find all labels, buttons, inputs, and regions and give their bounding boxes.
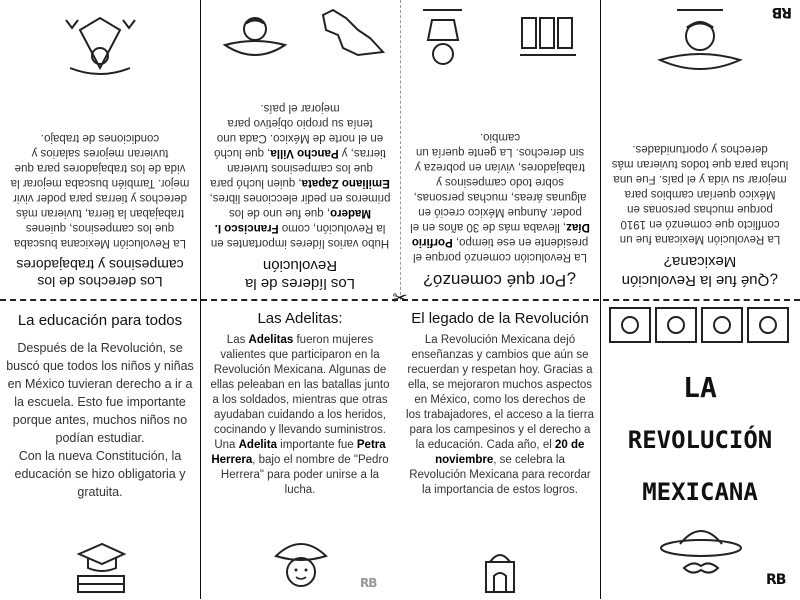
panel-que-fue — [600, 0, 800, 300]
scissors-icon: ✂ — [392, 288, 408, 308]
adelita-girl-icon — [272, 534, 330, 596]
panel-text: Hubo varios líderes importantes en la Revolución, como Francisco I. Madero, que fue uno de los primeros en pedir elecciones libres, Emiliano Zapata, quien luchó para que los campesinos tuvieran tierras, y Pancho Villa, que luchó en el norte de México. Cada uno tenía su propio objetivo para mejorar el país. — [209, 102, 391, 249]
panel-derechos — [0, 0, 200, 300]
brand-logo: RB — [766, 572, 786, 588]
sombrero-mustache-icon — [658, 518, 744, 580]
cover-title — [600, 362, 800, 518]
cover-title-line: REVOLUCIÓN — [627, 426, 773, 454]
panel-text: Las Adelitas fueron mujeres valientes que participaron en la Revolución Mexicana. Algunas de ellas peleaban en las batallas junto a los soldados, mientras que otras ayudaban cuidando a los heridos, cocinando y llevando suministros. Una Adelita importante fue Petra Herrera, bajo el nombre de "Pedro Herrera" para poder unirse a la lucha. — [210, 334, 390, 496]
graduation-cap-books-icon — [74, 540, 129, 596]
revolutionary-icon — [655, 6, 745, 78]
hanging-figure-icon — [415, 6, 470, 68]
panel-text: La Revolución comenzó porque el presidente en ese tiempo, Porfirio Díaz, llevaba más de 30 años en el poder. Aunque México creció en algunas áreas, muchas personas, sobre todo campesinos y trabajadores, vivían en pobreza y sin derechos. La gente quería un cambio. — [410, 131, 590, 263]
panel-title: La educación para todos — [17, 312, 183, 329]
cover-title-line: LA — [683, 371, 717, 404]
panel-adelitas — [200, 300, 400, 600]
panel-cover — [600, 300, 800, 600]
papel-picado-icon — [608, 306, 792, 346]
cover-title-line: MEXICANA — [642, 478, 758, 506]
panel-title: ¿Qué fue la Revolución Mexicana? — [621, 253, 779, 289]
brand-logo: RB — [360, 576, 377, 590]
papel-picado-icon — [518, 5, 578, 60]
panel-text: La Revolución Mexicana fue un conflicto que comenzó en 1910 porque muchas personas en México querían cambios para mejorar su vida y el país. Fue una lucha para que todos tuvieran más derechos y oportunidades. — [611, 143, 789, 245]
mexico-map-icon — [318, 5, 388, 60]
panel-title: Los derechos de los campesinos y trabajadores — [16, 257, 184, 290]
brand-logo: RB — [772, 4, 792, 20]
panel-text: La Revolución Mexicana buscaba que los campesinos, quienes trabajaban la tierra, tuvieran más derechos y tierras para poder vivir mejor. También buscaba mejorar la vida de los trabajadores para que tuvieran mejores salarios y condiciones de trabajo. — [10, 132, 190, 249]
panel-legado — [400, 300, 600, 600]
pancho-villa-icon — [220, 5, 290, 65]
panel-text: Después de la Revolución, se buscó que todos los niños y niñas en México tuvieran derecho a ir a la escuela. Esto fue importante porque antes, muchos niños no podían estudiar. Con la nueva Constitución, la educación se hizo obligatoria y gratuita. — [6, 341, 194, 499]
farmer-icon — [60, 10, 140, 80]
panel-por-que — [400, 0, 600, 300]
panel-title: Las Adelitas: — [257, 310, 343, 327]
panel-title: ¿Por qué comenzó? — [423, 271, 577, 290]
revolution-monument-icon — [482, 546, 518, 596]
panel-title: El legado de la Revolución — [411, 310, 589, 327]
panel-educacion — [0, 300, 200, 600]
panel-text: La Revolución Mexicana dejó enseñanzas y cambios que aún se recuerdan y respetan hoy. Gracias a ella, se mejoraron muchos aspectos en México, como los derechos de los trabajadores, el acceso a la tierra para los campesinos y el derecho a la educación. Cada año, el 20 de noviembre, se celebra la Revolución Mexicana para recordar la importancia de estos logros. — [406, 334, 594, 496]
panel-lideres — [200, 0, 400, 300]
panel-title: Los líderes de la Revolución — [244, 257, 356, 292]
